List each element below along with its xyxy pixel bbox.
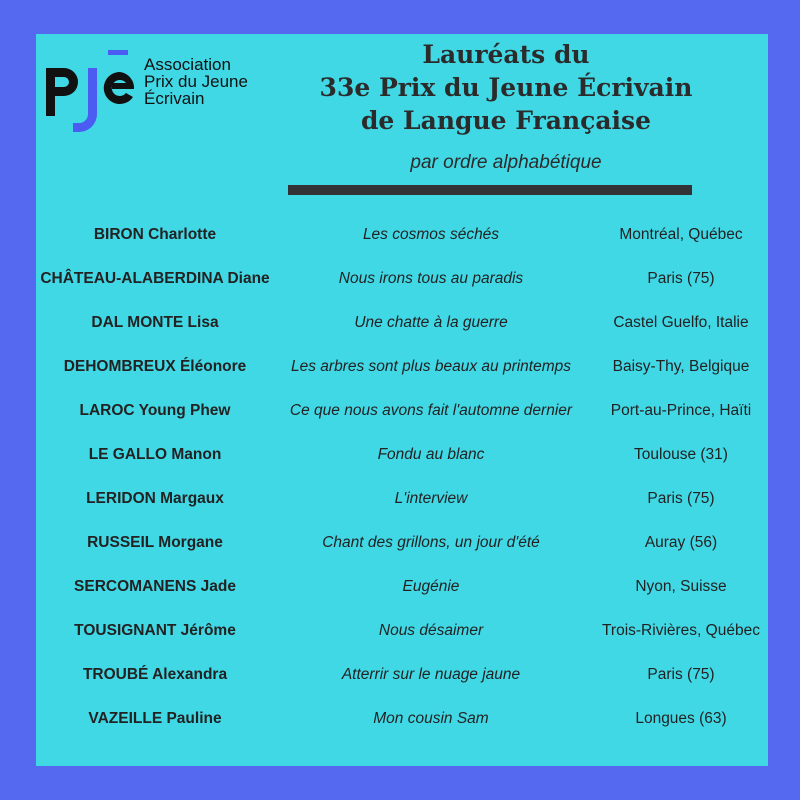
subtitle: par ordre alphabétique xyxy=(410,152,602,173)
laureate-location: Montréal, Québec xyxy=(619,226,743,243)
laureate-work-title: Les arbres sont plus beaux au printemps xyxy=(290,358,572,375)
laureate-name: SERCOMANENS Jade xyxy=(74,578,236,595)
title-line-1: Lauréats du xyxy=(422,40,590,69)
title-line-2: 33e Prix du Jeune Écrivain xyxy=(319,73,693,102)
laureate-row xyxy=(36,258,768,302)
laureate-name: TOUSIGNANT Jérôme xyxy=(74,622,236,639)
laureate-row xyxy=(36,302,768,346)
laureate-work-title: Nous irons tous au paradis xyxy=(338,270,524,287)
laureate-location: Castel Guelfo, Italie xyxy=(613,314,749,331)
laureate-name: DAL MONTE Lisa xyxy=(91,314,219,331)
laureate-work-title: Eugénie xyxy=(402,578,460,595)
laureate-row xyxy=(36,390,768,434)
laureate-location: Trois-Rivières, Québec xyxy=(602,622,760,639)
laureate-work-title: Atterrir sur le nuage jaune xyxy=(341,666,521,683)
laureate-name: LAROC Young Phew xyxy=(79,402,231,419)
laureate-name: LE GALLO Manon xyxy=(88,446,222,463)
laureate-work-title: Les cosmos séchés xyxy=(362,226,500,243)
laureate-row xyxy=(36,566,768,610)
laureate-location: Nyon, Suisse xyxy=(635,578,727,595)
divider-rule xyxy=(288,185,692,195)
laureate-name: VAZEILLE Pauline xyxy=(88,710,222,727)
laureate-location: Baisy-Thy, Belgique xyxy=(612,358,750,375)
laureate-work-title: L'interview xyxy=(394,490,468,507)
laureate-work-title: Ce que nous avons fait l'automne dernier xyxy=(289,402,573,419)
laureate-name: DEHOMBREUX Éléonore xyxy=(63,358,247,375)
laureate-work-title: Fondu au blanc xyxy=(377,446,485,463)
poster-panel xyxy=(36,34,768,766)
pje-logo-mark xyxy=(44,42,139,142)
laureate-row xyxy=(36,698,768,742)
laureate-location: Auray (56) xyxy=(644,534,718,551)
title-line-3: de Langue Française xyxy=(360,106,652,135)
laureate-name: BIRON Charlotte xyxy=(93,226,217,243)
laureate-work-title: Mon cousin Sam xyxy=(373,710,489,727)
laureate-location: Longues (63) xyxy=(635,710,727,727)
laureate-work-title: Une chatte à la guerre xyxy=(354,314,508,331)
laureate-row xyxy=(36,434,768,478)
logo-text xyxy=(144,56,248,107)
laureate-location: Paris (75) xyxy=(647,490,715,507)
logo-line-1: Association xyxy=(144,55,231,74)
poster-title xyxy=(296,38,716,137)
laureate-row xyxy=(36,522,768,566)
laureate-location: Toulouse (31) xyxy=(634,446,728,463)
laureate-name: RUSSEIL Morgane xyxy=(87,534,223,551)
laureate-row xyxy=(36,654,768,698)
laureate-row xyxy=(36,610,768,654)
laureate-location: Paris (75) xyxy=(647,270,715,287)
laureate-row xyxy=(36,478,768,522)
logo-line-2: Prix du Jeune xyxy=(144,72,248,91)
laureate-name: CHÂTEAU-ALABERDINA Diane xyxy=(40,270,270,287)
laureate-work-title: Nous désaimer xyxy=(378,622,484,639)
laureate-location: Paris (75) xyxy=(647,666,715,683)
pje-logo xyxy=(44,42,294,142)
laureate-row xyxy=(36,346,768,390)
logo-line-3: Écrivain xyxy=(144,89,205,108)
laureate-location: Port-au-Prince, Haïti xyxy=(610,402,752,419)
laureate-row xyxy=(36,214,768,258)
laureate-work-title: Chant des grillons, un jour d'été xyxy=(322,534,540,551)
laureate-name: LERIDON Margaux xyxy=(86,490,224,507)
laureate-name: TROUBÉ Alexandra xyxy=(82,666,228,683)
laureates-list xyxy=(36,214,768,742)
